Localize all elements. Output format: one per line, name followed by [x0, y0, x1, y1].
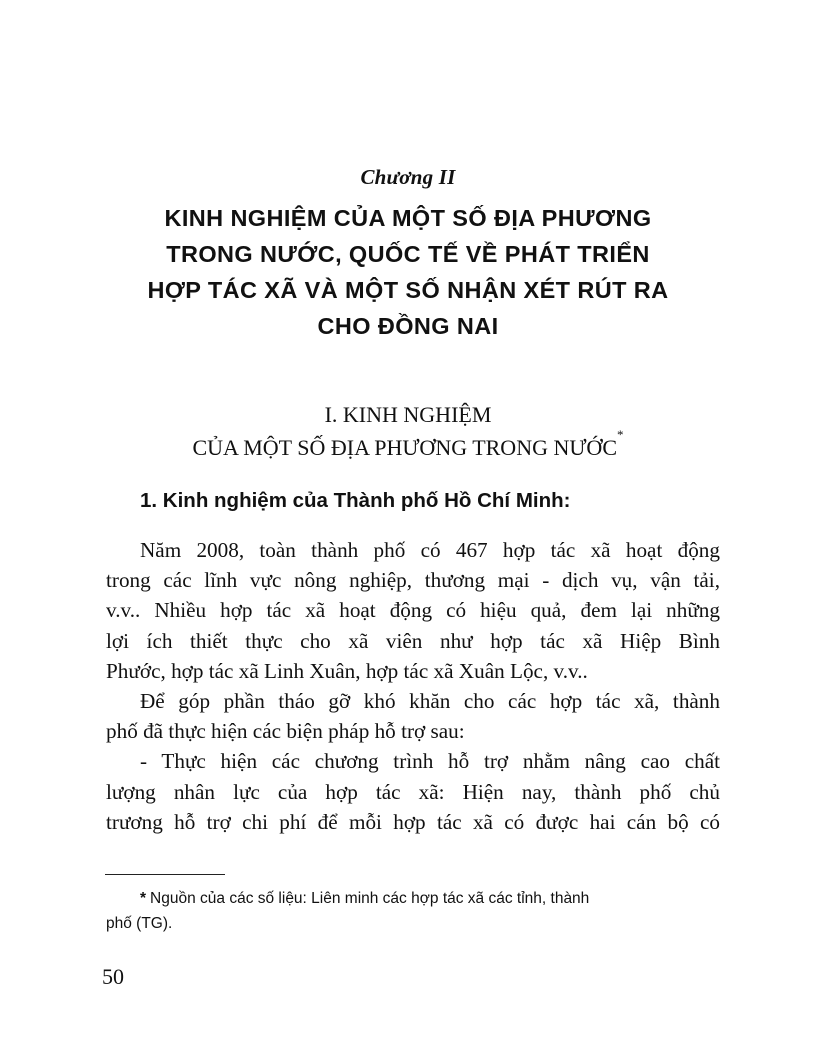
body-line: phố đã thực hiện các biện pháp hỗ trợ sau:: [106, 719, 465, 744]
footnote-line: phố (TG).: [106, 915, 173, 932]
footnote-reference-marker: *: [617, 427, 624, 442]
body-line: v.v.. Nhiều hợp tác xã hoạt động có hiệu quả, đem lại những: [106, 598, 720, 623]
chapter-title: [100, 200, 716, 344]
body-line: lợi ích thiết thực cho xã viên như hợp tác xã Hiệp Bình: [106, 628, 720, 653]
footnote-text: Nguồn của các số liệu: Liên minh các hợp tác xã các tỉnh, thành: [150, 890, 590, 907]
section-heading-line: [80, 427, 736, 464]
subsection-heading: 1. Kinh nghiệm của Thành phố Hồ Chí Minh:: [140, 489, 571, 512]
body-line: Phước, hợp tác xã Linh Xuân, hợp tác xã Xuân Lộc, v.v..: [106, 658, 588, 683]
section-heading-line: I. KINH NGHIỆM: [324, 402, 492, 427]
chapter-title-line: KINH NGHIỆM CỦA MỘT SỐ ĐỊA PHƯƠNG: [164, 205, 652, 231]
footnote-marker: *: [140, 890, 147, 907]
body-line: trong các lĩnh vực nông nghiệp, thương mại - dịch vụ, vận tải,: [106, 568, 720, 593]
chapter-label: Chương II: [360, 165, 456, 189]
body-text: [106, 535, 720, 837]
body-line: - Thực hiện các chương trình hỗ trợ nhằm nâng cao chất: [140, 749, 720, 774]
chapter-title-line: TRONG NƯỚC, QUỐC TẾ VỀ PHÁT TRIỂN: [166, 241, 650, 267]
page-number: 50: [102, 964, 124, 989]
body-line: lượng nhân lực của hợp tác xã: Hiện nay, thành phố chủ: [106, 779, 720, 804]
chapter-title-line: HỢP TÁC XÃ VÀ MỘT SỐ NHẬN XÉT RÚT RA: [147, 277, 669, 303]
body-line: Để góp phần tháo gỡ khó khăn cho các hợp tác xã, thành: [140, 688, 720, 713]
chapter-title-line: CHO ĐỒNG NAI: [317, 313, 499, 339]
body-line: Năm 2008, toàn thành phố có 467 hợp tác xã hoạt động: [140, 538, 720, 562]
section-heading: [80, 398, 736, 464]
footnote-line: [106, 886, 716, 911]
body-line: trương hỗ trợ chi phí để mỗi hợp tác xã có được hai cán bộ có: [106, 809, 720, 834]
footnote-divider: [105, 874, 225, 875]
section-heading-text: CỦA MỘT SỐ ĐỊA PHƯƠNG TRONG NƯỚC: [192, 435, 617, 460]
footnote: [106, 886, 716, 936]
